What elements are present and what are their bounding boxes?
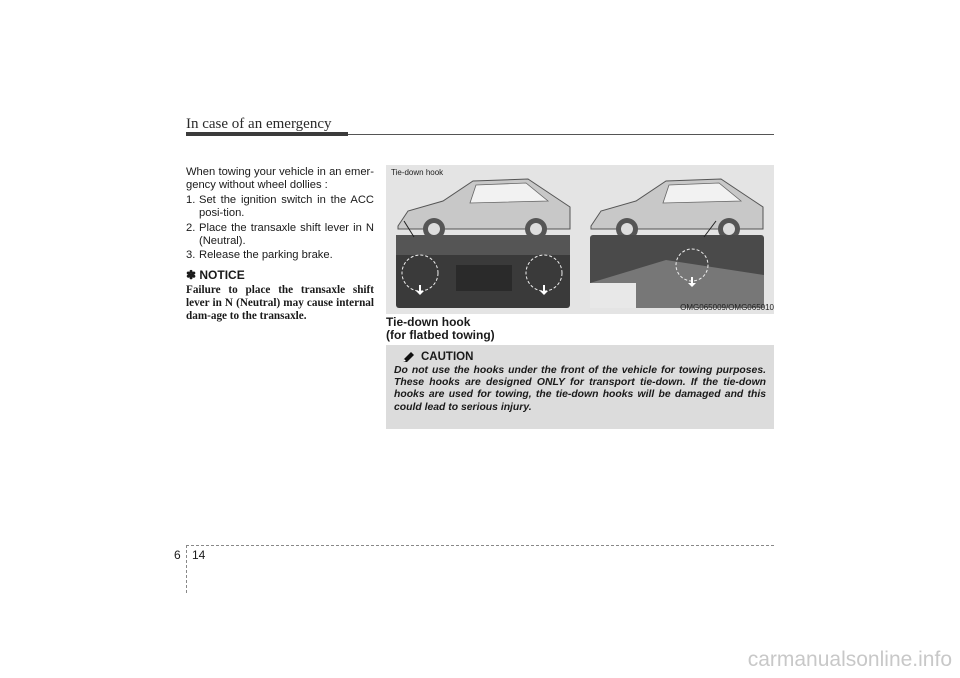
page-number-value: 14 bbox=[192, 548, 206, 562]
caution-header bbox=[402, 351, 766, 363]
towing-intro: When towing your vehicle in an emer-gency without wheel dollies : bbox=[186, 166, 374, 192]
header-accent-bar bbox=[186, 132, 348, 136]
header-rule bbox=[348, 134, 774, 135]
underbody-photo-rear bbox=[590, 235, 764, 308]
notice-text: Failure to place the transaxle shift lever in N (Neutral) may cause internal dam-age to the transaxle. bbox=[186, 284, 374, 323]
caution-box bbox=[386, 345, 774, 429]
page-number bbox=[174, 548, 205, 562]
step-item: 2. Place the transaxle shift lever in N (Neutral). bbox=[186, 221, 374, 248]
chapter-number: 6 bbox=[174, 548, 181, 562]
tie-down-hook-figure bbox=[386, 165, 774, 314]
caution-text: Do not use the hooks under the front of the vehicle for towing purposes. These hooks are designed ONLY for transport tie-down. If the tie-down hooks are used for towing, the tie-down hooks will be damaged and this could lead to serious injury. bbox=[394, 365, 766, 413]
notice-title: ✽ NOTICE bbox=[186, 267, 245, 282]
towing-instructions bbox=[186, 166, 374, 323]
caution-pencil-icon bbox=[402, 351, 415, 363]
tie-down-illustration bbox=[386, 165, 774, 314]
towing-steps bbox=[186, 194, 374, 263]
watermark: carmanualsonline.info bbox=[747, 648, 952, 671]
page-section-title: In case of an emergency bbox=[186, 116, 332, 132]
car-illustration-rear bbox=[591, 179, 763, 240]
footer-rule bbox=[186, 545, 774, 546]
underbody-photo-front bbox=[396, 235, 570, 308]
figure-label: Tie-down hook bbox=[391, 168, 444, 177]
car-illustration-front bbox=[398, 179, 570, 240]
caution-title: CAUTION bbox=[421, 351, 474, 363]
step-item: 1. Set the ignition switch in the ACC posi-tion. bbox=[186, 193, 374, 220]
section-heading: Tie-down hook (for flatbed towing) bbox=[386, 315, 495, 342]
step-item: 3. Release the parking brake. bbox=[186, 249, 333, 262]
figure-code: OMG065009/OMG065010 bbox=[680, 303, 774, 312]
